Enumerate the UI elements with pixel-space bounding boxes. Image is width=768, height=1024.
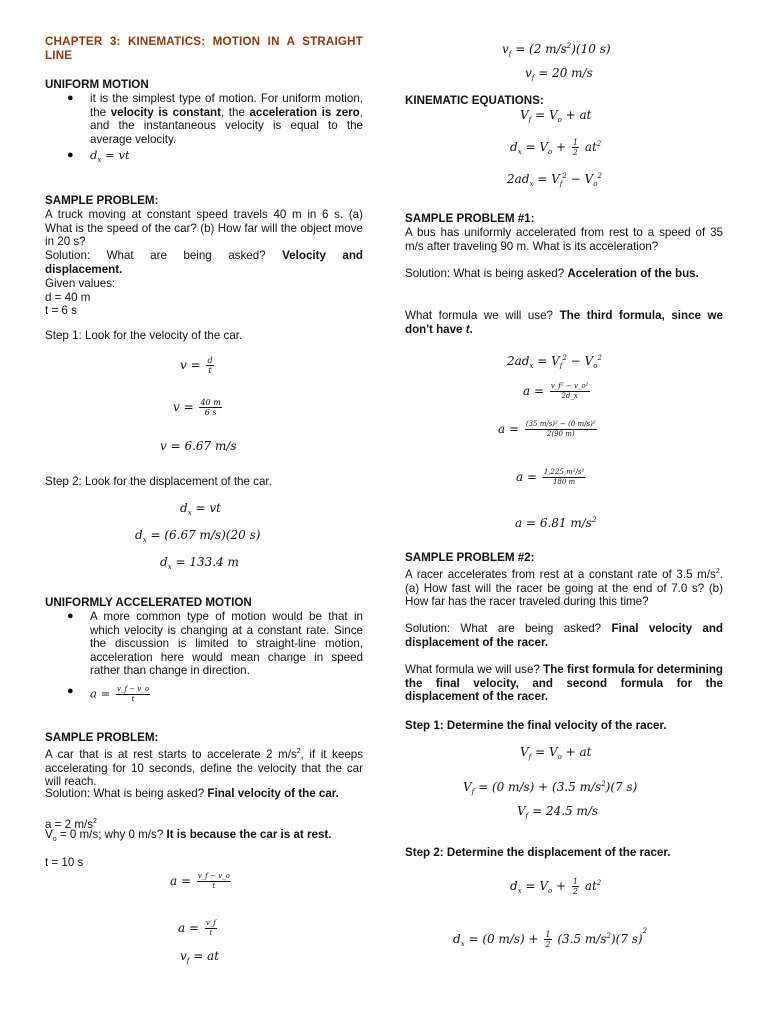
sample-problem-4-formula: What formula we will use? The first formula for determining the final velocity, and second formula for the displacement of the racer. — [405, 663, 723, 704]
sample-problem-4-heading: SAMPLE PROBLEM #2: — [405, 551, 535, 564]
sample-problem-2-heading: SAMPLE PROBLEM: — [45, 731, 159, 744]
sample-problem-4-solution: Solution: What are being asked? Final velocity and displacement of the racer. — [405, 622, 723, 649]
sample-problem-3-text: A bus has uniformly accelerated from rest to a speed of 35 m/s after traveling 90 m. What is its acceleration? — [405, 226, 723, 253]
bus-equation-formula: $2ad_x = V_f^2 - V_o^2$ — [507, 354, 602, 370]
equation-displacement-substitution: $d_x = (6.67$ m/s)(20 s) — [135, 528, 261, 544]
bus-equation-result: a = 6.81 $m/s^2$ — [515, 516, 597, 530]
uniform-motion-heading: UNIFORM MOTION — [45, 78, 149, 91]
sample-problem-1-text: A truck moving at constant speed travels 40 m in 6 s. (a) What is the speed of the car? (b) How far will the object move in 20 s? — [45, 208, 363, 249]
racer-equation-5: $d_x = (0$ m/s) + $\frac{1}{2}$ (3.5 $m/s^2)(7$ s)$^2$ — [453, 927, 648, 949]
bullet-icon: ● — [67, 610, 74, 622]
racer-equation-2: $V_f = (0$ m/s) + (3.5 $m/s^2)(7$ s) — [463, 780, 638, 796]
bullet-icon: ● — [67, 92, 74, 104]
kinematic-equation-1: $V_f = V_o$ + at — [520, 108, 592, 124]
uniform-motion-bullet-definition: ● it is the simplest type of motion. For uniform motion, the velocity is constant, the acceleration is zero, and the instantaneous velocity is equal to the average velocity. — [67, 92, 363, 146]
sample-problem-3-heading: SAMPLE PROBLEM #1: — [405, 212, 535, 225]
given-values-label: Given values: — [45, 277, 116, 290]
bus-equation-substitution: a = $\frac{\text{(35 m/s)² − (0 m/s)²}}{2(90 m)}$ — [498, 420, 596, 438]
chapter-title: CHAPTER 3: KINEMATICS: MOTION IN A STRAIGHT LINE — [45, 35, 363, 62]
sample-problem-2-text: A car that is at rest starts to accelerate 2 $m/s^2$, if it keeps accelerating for 10 seconds, define the velocity that the car will reach. — [45, 748, 363, 789]
given-distance: d = 40 m — [45, 291, 91, 304]
equation-velocity-substitution: v = $\frac{40 m}{6 s}$ — [173, 398, 221, 417]
equation-acceleration-simplified: a = $\frac{v\_f}{t}$ — [178, 919, 216, 937]
bus-equation-simplified: a = $\frac{\text{1,225 m²/s²}}{180 m}$ — [516, 468, 585, 486]
equation-final-velocity: $v_f$ = at — [180, 949, 220, 965]
given-time-2: t = 10 s — [45, 856, 84, 869]
equation-acceleration-formula: a = $\frac{v\_f - v\_o}{t}$ — [170, 872, 230, 890]
uniform-motion-bullet-formula: ● $d_x$ = vt — [67, 148, 130, 165]
given-time: t = 6 s — [45, 304, 77, 317]
given-acceleration: a = 2 $m/s^2$ — [45, 818, 97, 831]
accelerated-motion-bullet-formula: ● a = $\frac{v\_f - v\_o}{t}$ — [67, 684, 150, 703]
sample-problem-1-heading: SAMPLE PROBLEM: — [45, 194, 159, 207]
sample-problem-1-solution: Solution: What are being asked? Velocity and displacement. — [45, 249, 364, 276]
kinematic-equation-2: $d_x = V_o$ + $\frac{1}{2}$ $at^2$ — [510, 138, 602, 157]
step-2-text: Step 2: Look for the displacement of the car. — [45, 475, 272, 488]
racer-equation-1: $V_f = V_o$ + at — [520, 745, 592, 761]
racer-step-1: Step 1: Determine the final velocity of the racer. — [405, 719, 667, 732]
sample-problem-3-formula: What formula we will use? The third formula, since we don't have t. — [405, 309, 723, 336]
kinematic-equations-heading: KINEMATIC EQUATIONS: — [405, 94, 544, 107]
bullet-icon: ● — [67, 684, 74, 697]
equation-velocity-result: v = 6.67 m/s — [160, 439, 237, 453]
uniform-motion-bullets — [45, 92, 363, 168]
bullet-icon: ● — [67, 149, 74, 162]
bus-equation-rearranged: a = $\frac{\text{v\_f² − v\_o²}}{2d\_x}$ — [523, 382, 589, 400]
racer-equation-3: $V_f = 24.5$ m/s — [517, 804, 599, 820]
kinematic-equation-3: $2ad_x = V_f^2 - V_o^2$ — [507, 172, 602, 188]
racer-equation-4: $d_x = V_o$ + $\frac{1}{2}$ $at^2$ — [510, 877, 602, 896]
accelerated-motion-bullet-definition: ● A more common type of motion would be that in which velocity is changing at a constant rate. Since the discussion is limited to straight-line motion, acceleration here would mean change in speed rather than change in direction. — [67, 610, 363, 678]
sample-problem-4-text: A racer accelerates from rest at a constant rate of 3.5 $m/s^2$. (a) How fast will the racer be going at the end of 7.0 s? (b) How far has the racer traveled during this time? — [405, 568, 723, 609]
sample-problem-2-solution: Solution: What is being asked? Final velocity of the car. — [45, 787, 339, 800]
racer-step-2: Step 2: Determine the displacement of the racer. — [405, 846, 671, 859]
uniformly-accelerated-heading: UNIFORMLY ACCELERATED MOTION — [45, 596, 252, 609]
equation-displacement-formula: $d_x$ = vt — [180, 501, 221, 517]
equation-vf-result: $v_f = 20$ m/s — [525, 66, 593, 82]
equation-displacement-result: $d_x = 133.4$ m — [160, 555, 239, 571]
accelerated-motion-bullets — [45, 610, 363, 704]
sample-problem-3-solution: Solution: What is being asked? Acceleration of the bus. — [405, 267, 699, 280]
given-initial-velocity: $V_o = 0$ m/s; why 0 m/s? It is because the car is at rest. — [45, 828, 332, 843]
equation-vf-substitution: $v_f = (2$ $m/s^2)(10$ s) — [502, 42, 611, 58]
step-1-text: Step 1: Look for the velocity of the car. — [45, 329, 243, 342]
equation-velocity-formula: v = $\frac{d}{t}$ — [180, 356, 213, 375]
